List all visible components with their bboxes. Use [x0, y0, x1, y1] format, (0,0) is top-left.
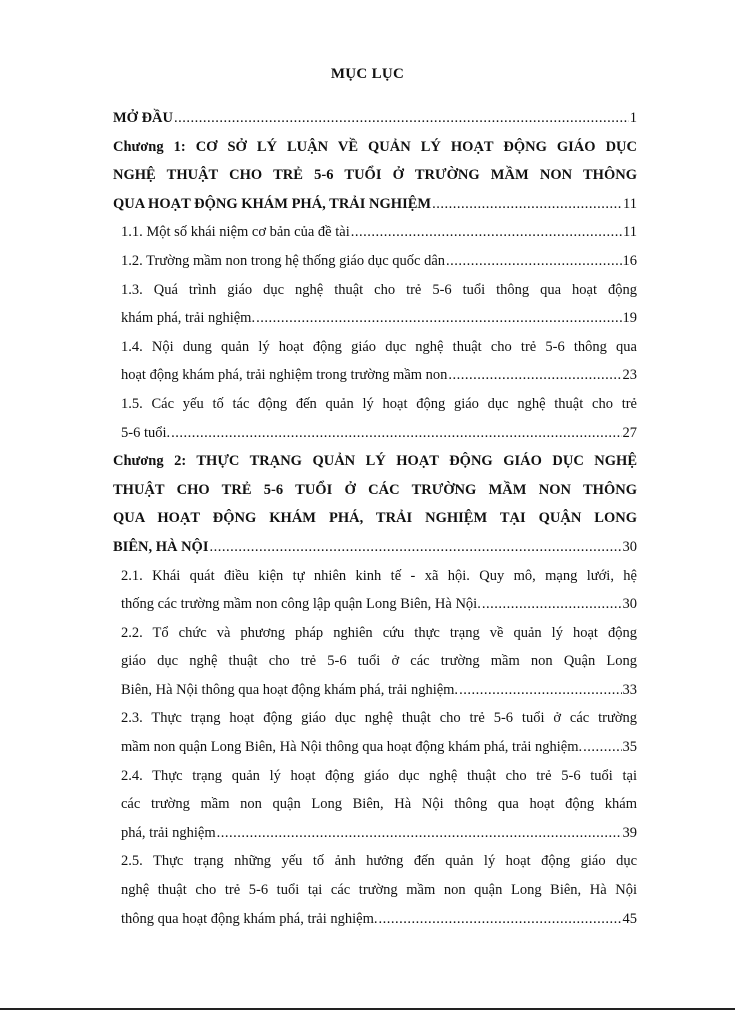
toc-section-entry[interactable] [113, 847, 637, 933]
toc-page-number: 19 [622, 310, 637, 327]
dot-leader [351, 218, 622, 247]
page-title: MỤC LỤC [330, 66, 405, 82]
toc-section-entry[interactable] [113, 704, 637, 761]
table-of-contents [113, 104, 637, 933]
toc-page-number: 33 [622, 681, 637, 698]
toc-section-entry[interactable] [113, 562, 637, 619]
toc-entry-text-line: 2.2. Tổ chức và phương pháp nghiên cứu thực trạng về quản lý hoạt động [121, 624, 637, 641]
toc-entry-title: thống các trường mầm non công lập quận Long Biên, Hà Nội. [121, 596, 481, 613]
dot-leader [446, 247, 621, 276]
dot-leader [171, 419, 621, 448]
toc-entry-title: phá, trải nghiệm [121, 824, 216, 841]
dot-leader [432, 190, 622, 219]
toc-section-entry[interactable] [113, 247, 637, 276]
toc-section-entry[interactable] [113, 276, 637, 333]
toc-entry-title: 1.1. Một số khái niệm cơ bản của đề tài [121, 224, 350, 241]
toc-entry-text-line: 2.1. Khái quát điều kiện tự nhiên kinh tế - xã hội. Quy mô, mạng lưới, hệ [121, 567, 637, 584]
toc-page-number: 11 [623, 195, 637, 212]
toc-entry-text-line: THUẬT CHO TRẺ 5-6 TUỔI Ở CÁC TRƯỜNG MẦM NON THÔNG [113, 481, 637, 498]
toc-entry-title: 5-6 tuổi. [121, 424, 171, 441]
toc-entry-title: BIÊN, HÀ NỘI [113, 538, 209, 555]
toc-entry-text-line: Chương 1: CƠ SỞ LÝ LUẬN VỀ QUẢN LÝ HOẠT ĐỘNG GIÁO DỤC [113, 138, 637, 155]
toc-entry-title: MỞ ĐẦU [113, 110, 174, 126]
dot-leader [174, 104, 629, 133]
toc-page-number: 45 [622, 910, 637, 927]
toc-chapter-entry[interactable] [113, 133, 637, 219]
toc-entry-title: mầm non quận Long Biên, Hà Nội thông qua hoạt động khám phá, trải nghiệm. [121, 739, 583, 756]
toc-entry-text-line: 2.5. Thực trạng những yếu tố ảnh hưởng đến quản lý hoạt động giáo dục [121, 853, 637, 870]
toc-entry-title: thông qua hoạt động khám phá, trải nghiệm. [121, 910, 378, 927]
dot-leader [379, 905, 622, 934]
toc-section-entry[interactable] [113, 762, 637, 848]
toc-section-entry[interactable] [113, 619, 637, 705]
toc-section-entry[interactable] [113, 390, 637, 447]
toc-entry-text-line: NGHỆ THUẬT CHO TRẺ 5-6 TUỔI Ở TRƯỜNG MẦM NON THÔNG [113, 167, 637, 184]
toc-chapter-entry[interactable] [113, 104, 637, 133]
dot-leader [482, 590, 622, 619]
toc-page-number: 11 [623, 224, 637, 241]
dot-leader [256, 304, 621, 333]
toc-page-number: 35 [622, 739, 637, 756]
toc-page-number: 16 [622, 252, 637, 269]
toc-entry-text-line: giáo dục nghệ thuật cho trẻ 5-6 tuổi ở các trường mầm non Quận Long [121, 653, 637, 670]
toc-entry-title: 1.2. Trường mầm non trong hệ thống giáo dục quốc dân [121, 252, 446, 269]
toc-entry-text-line: 2.3. Thực trạng hoạt động giáo dục nghệ thuật cho trẻ 5-6 tuổi ở các trường [121, 710, 637, 727]
toc-page-number: 23 [622, 367, 637, 384]
toc-page-number: 39 [622, 824, 637, 841]
toc-entry-text-line: 2.4. Thực trạng quản lý hoạt động giáo dục nghệ thuật cho trẻ 5-6 tuổi tại [121, 767, 637, 784]
toc-page-number: 27 [622, 424, 637, 441]
toc-entry-title: QUA HOẠT ĐỘNG KHÁM PHÁ, TRẢI NGHIỆM [113, 195, 432, 212]
toc-entry-title: khám phá, trải nghiệm. [121, 310, 256, 327]
toc-page-number: 30 [622, 596, 637, 613]
dot-leader [583, 733, 621, 762]
toc-section-entry[interactable] [113, 333, 637, 390]
dot-leader [217, 819, 622, 848]
toc-entry-text-line: nghệ thuật cho trẻ 5-6 tuổi tại các trường mầm non quận Long Biên, Hà Nội [121, 882, 637, 899]
toc-page-number: 30 [622, 538, 637, 555]
toc-entry-text-line: QUA HOẠT ĐỘNG KHÁM PHÁ, TRẢI NGHIỆM TẠI QUẬN LONG [113, 510, 637, 527]
toc-section-entry[interactable] [113, 218, 637, 247]
toc-entry-title: Biên, Hà Nội thông qua hoạt động khám phá, trải nghiệm. [121, 681, 459, 698]
toc-entry-title: hoạt động khám phá, trải nghiệm trong trường mầm non [121, 367, 448, 384]
toc-entry-text-line: Chương 2: THỰC TRẠNG QUẢN LÝ HOẠT ĐỘNG GIÁO DỤC NGHỆ [113, 453, 637, 470]
toc-entry-text-line: 1.5. Các yếu tố tác động đến quản lý hoạt động giáo dục nghệ thuật cho trẻ [121, 395, 637, 412]
toc-page-number: 1 [629, 110, 637, 126]
dot-leader [459, 676, 621, 705]
toc-chapter-entry[interactable] [113, 447, 637, 561]
toc-entry-text-line: các trường mầm non quận Long Biên, Hà Nội thông qua hoạt động khám [121, 796, 637, 813]
dot-leader [209, 533, 621, 562]
page-bottom-rule [0, 1008, 735, 1010]
toc-entry-text-line: 1.3. Quá trình giáo dục nghệ thuật cho trẻ 5-6 tuổi thông qua hoạt động [121, 281, 637, 298]
toc-entry-text-line: 1.4. Nội dung quản lý hoạt động giáo dục nghệ thuật cho trẻ 5-6 thông qua [121, 338, 637, 355]
dot-leader [448, 361, 621, 390]
